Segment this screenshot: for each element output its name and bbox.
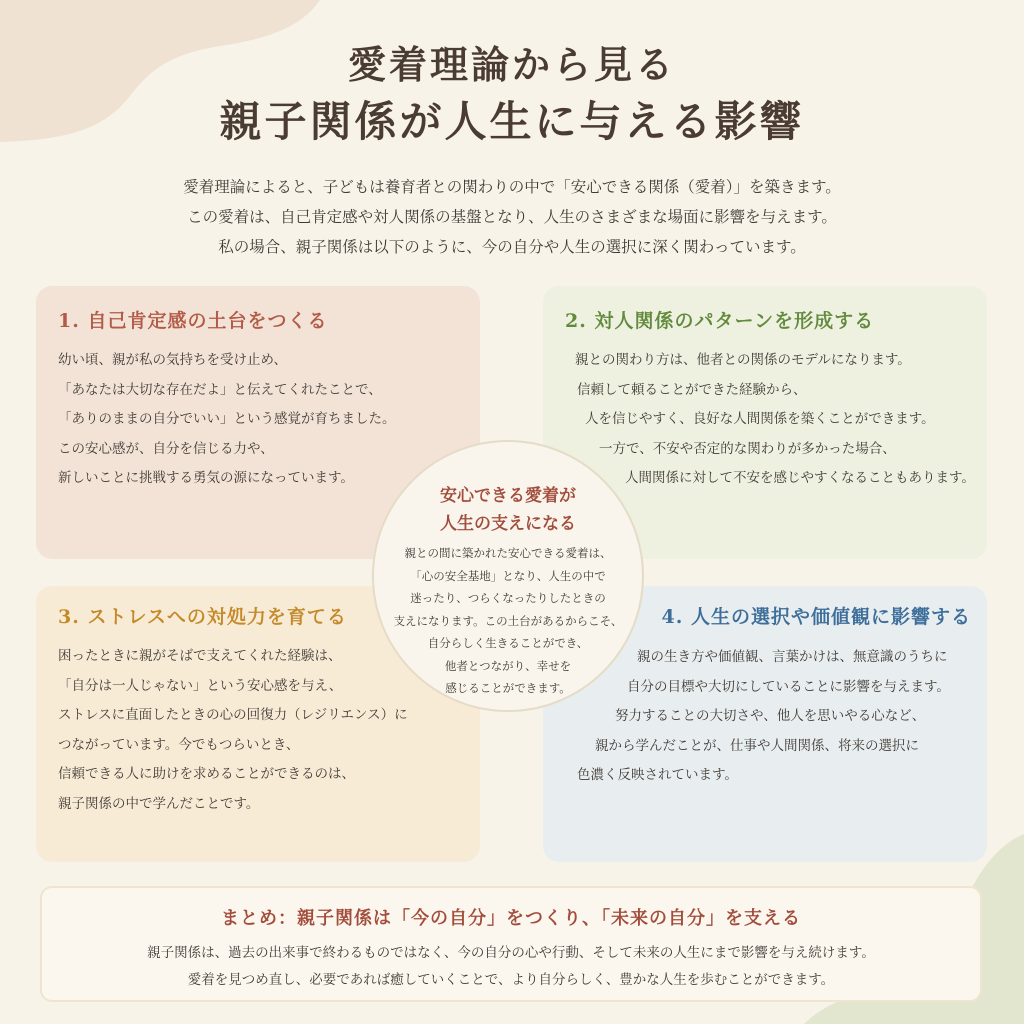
card-line: 親子関係の中で学んだことです。: [58, 795, 260, 812]
summary-body: [42, 940, 980, 994]
card-line: 努力することの大切さや、他人を思いやる心など、: [615, 708, 926, 724]
summary-line: 愛着を見つめ直し、必要であれば癒していくことで、より自分らしく、豊かな人生を歩むことができます。: [187, 972, 835, 988]
center-title-line: 人生の支えになる: [440, 514, 576, 534]
center-line: 支えになります。この土台があるからこそ、: [393, 613, 623, 628]
card-line: つながっています。今でもつらいとき、: [58, 736, 300, 753]
intro-line: 愛着理論によると、子どもは養育者との関わりの中で「安心できる関係（愛着）」を築きます。: [183, 178, 841, 196]
card-body: [58, 346, 396, 494]
card-line: 一方で、不安や否定的な関わりが多かった場合、: [599, 440, 896, 457]
summary-box: [40, 886, 982, 1002]
card-line: 信頼できる人に助けを求めることができるのは、: [58, 766, 355, 782]
center-title-line: 安心できる愛着が: [440, 486, 576, 506]
card-line: 親の生き方や価値観、言葉かけは、無意識のうちに: [637, 649, 948, 665]
center-line: 感じることができます。: [445, 681, 571, 695]
card-line: 親から学んだことが、仕事や人間関係、将来の選択に: [595, 737, 919, 754]
card-line: 「自分は一人じゃない」という安心感を与え、: [58, 677, 343, 694]
center-circle: [372, 440, 644, 712]
page-title-line-2: 親子関係が人生に与える影響: [219, 97, 805, 146]
card-line: この安心感が、自分を信じる力や、: [58, 440, 274, 457]
center-body: [374, 542, 642, 700]
card-title: 3. ストレスへの対処力を育てる: [58, 606, 347, 628]
intro-line: 私の場合、親子関係は以下のように、今の自分や人生の選択に深く関わっています。: [218, 238, 806, 256]
summary-line: 親子関係は、過去の出来事で終わるものではなく、今の自分の心や行動、そして未来の人生にまで影響を与え続けます。: [147, 945, 875, 961]
card-line: 幼い頃、親が私の気持ちを受け止め、: [58, 352, 287, 368]
card-line: 色濃く反映されています。: [577, 767, 738, 783]
card-line: 人を信じやすく、良好な人間関係を築くことができます。: [585, 411, 935, 427]
card-line: 困ったときに親がそばで支えてくれた経験は、: [58, 648, 342, 664]
intro-paragraph: [40, 172, 984, 262]
card-line: 新しいことに挑戦する勇気の源になっています。: [58, 470, 354, 486]
summary-title: まとめ：親子関係は「今の自分」をつくり、「未来の自分」を支える: [221, 908, 801, 929]
center-line: 「心の安全基地」となり、人生の中で: [410, 568, 606, 583]
card-line: 「あなたは大切な存在だよ」と伝えてくれたことで、: [58, 381, 382, 398]
card-title: 4. 人生の選択や価値観に影響する: [661, 606, 971, 628]
card-title: 1. 自己肯定感の土台をつくる: [58, 310, 328, 332]
card-line: 信頼して頼ることができた経験から、: [577, 381, 807, 398]
center-line: 親との間に築かれた安心できる愛着は、: [404, 546, 612, 560]
center-title: [374, 482, 642, 538]
center-line: 迷ったり、つらくなったりしたときの: [410, 591, 606, 605]
card-body: [575, 346, 975, 494]
center-line: 他者とつながり、幸せを: [444, 658, 572, 673]
center-line: 自分らしく生きることができ、: [427, 636, 589, 650]
card-line: 人間関係に対して不安を感じやすくなることもあります。: [625, 470, 975, 486]
intro-line: この愛着は、自己肯定感や対人関係の基盤となり、人生のさまざまな場面に影響を与えます。: [187, 208, 837, 226]
card-line: ストレスに直面したときの心の回復力（レジリエンス）に: [58, 707, 408, 723]
page-title-line-1: 愛着理論から見る: [347, 42, 676, 87]
card-line: 「ありのままの自分でいい」という感覚が育ちました。: [58, 411, 396, 427]
card-body: [58, 642, 408, 819]
card-title: 2. 対人関係のパターンを形成する: [565, 310, 875, 332]
card-line: 親との関わり方は、他者との関係のモデルになります。: [575, 352, 911, 368]
card-line: 自分の目標や大切にしていることに影響を与えます。: [627, 678, 950, 695]
